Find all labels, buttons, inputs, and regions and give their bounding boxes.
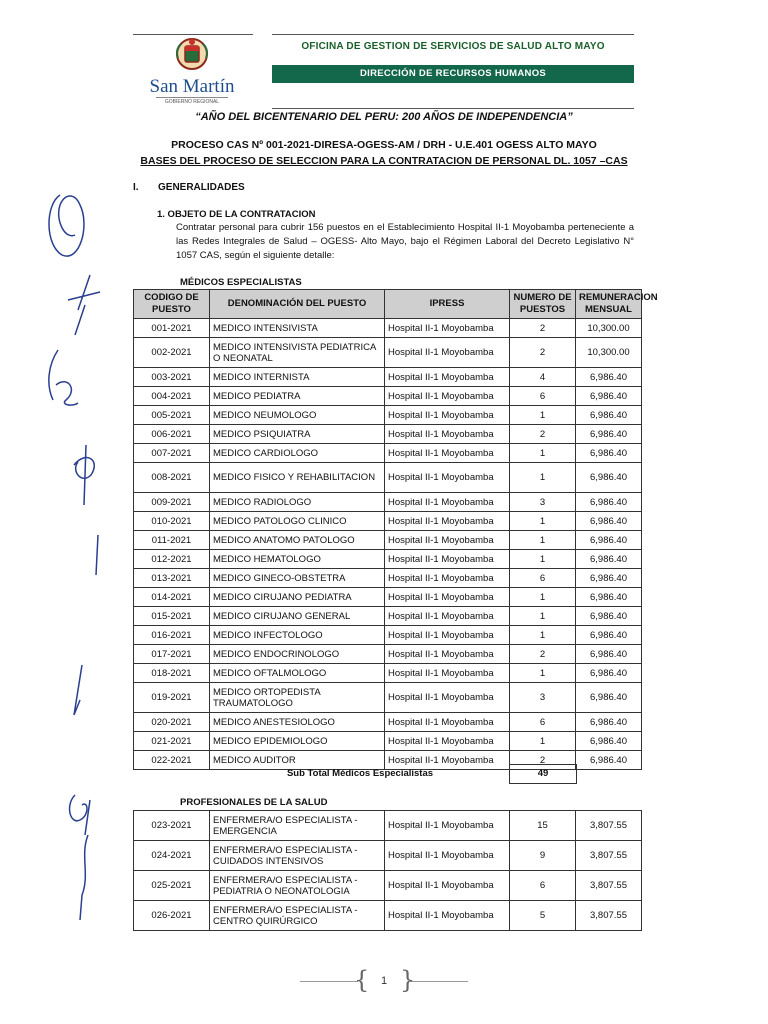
- cell-ipress: Hospital II-1 Moyobamba: [385, 871, 510, 901]
- cell-code: 025-2021: [134, 871, 210, 901]
- cell-pay: 10,300.00: [576, 319, 642, 338]
- cell-pay: 6,986.40: [576, 425, 642, 444]
- page-number: 1: [380, 975, 388, 987]
- footer-rule-left: [300, 981, 358, 982]
- cell-pay: 6,986.40: [576, 713, 642, 732]
- cell-count: 1: [510, 512, 576, 531]
- cell-count: 1: [510, 550, 576, 569]
- objective-text: Contratar personal para cubrir 156 puestos en el Establecimiento Hospital II-1 Moyobamba perteneciente a las Redes Integrales de Salud – OGESS- Alto Mayo, bajo el Régimen Laboral del Decreto Legislativo N° 1057 CAS, según el siguiente detalle:: [176, 222, 634, 261]
- cell-pay: 6,986.40: [576, 368, 642, 387]
- cell-pay: 6,986.40: [576, 751, 642, 770]
- cell-pay: 6,986.40: [576, 463, 642, 493]
- cell-name: MEDICO GINECO-OBSTETRA: [210, 569, 385, 588]
- cell-pay: 6,986.40: [576, 645, 642, 664]
- year-motto: “AÑO DEL BICENTENARIO DEL PERU: 200 AÑOS DE INDEPENDENCIA”: [195, 111, 573, 123]
- cell-pay: 6,986.40: [576, 607, 642, 626]
- group-title-profesionales: PROFESIONALES DE LA SALUD: [180, 797, 328, 808]
- cell-name: MEDICO INTENSIVISTA PEDIATRICA O NEONATAL: [210, 338, 385, 368]
- cell-name: MEDICO ANESTESIOLOGO: [210, 713, 385, 732]
- footer-rule-right: [410, 981, 468, 982]
- cell-ipress: Hospital II-1 Moyobamba: [385, 732, 510, 751]
- cell-name: MEDICO ANATOMO PATOLOGO: [210, 531, 385, 550]
- table-row: [134, 683, 642, 713]
- cell-name: MEDICO RADIOLOGO: [210, 493, 385, 512]
- group-title-medicos: MÉDICOS ESPECIALISTAS: [180, 277, 302, 288]
- cell-name: MEDICO INTENSIVISTA: [210, 319, 385, 338]
- directorate-banner: DIRECCIÓN DE RECURSOS HUMANOS: [272, 65, 634, 83]
- table-row: [134, 645, 642, 664]
- cell-pay: 6,986.40: [576, 664, 642, 683]
- cell-count: 5: [510, 901, 576, 931]
- cell-code: 002-2021: [134, 338, 210, 368]
- cell-pay: 6,986.40: [576, 493, 642, 512]
- cell-count: 2: [510, 319, 576, 338]
- table-row: [134, 732, 642, 751]
- logo-name: San Martín: [149, 76, 235, 97]
- left-brace-icon: {: [354, 966, 370, 994]
- cell-pay: 3,807.55: [576, 811, 642, 841]
- cell-name: MEDICO ORTOPEDISTA TRAUMATOLOGO: [210, 683, 385, 713]
- cell-count: 2: [510, 425, 576, 444]
- cell-name: MEDICO CIRUJANO GENERAL: [210, 607, 385, 626]
- cell-count: 3: [510, 683, 576, 713]
- cell-name: MEDICO HEMATOLOGO: [210, 550, 385, 569]
- subtotal-label: Sub Total Médicos Especialistas: [286, 768, 434, 779]
- cell-ipress: Hospital II-1 Moyobamba: [385, 664, 510, 683]
- cell-code: 026-2021: [134, 901, 210, 931]
- cell-ipress: Hospital II-1 Moyobamba: [385, 550, 510, 569]
- table-row: [134, 588, 642, 607]
- cell-code: 006-2021: [134, 425, 210, 444]
- coat-of-arms-icon: [172, 36, 212, 72]
- cell-pay: 6,986.40: [576, 626, 642, 645]
- table-row: [134, 713, 642, 732]
- cell-name: ENFERMERA/O ESPECIALISTA - EMERGENCIA: [210, 811, 385, 841]
- cell-name: ENFERMERA/O ESPECIALISTA - CUIDADOS INTENSIVOS: [210, 841, 385, 871]
- cell-code: 021-2021: [134, 732, 210, 751]
- cell-pay: 3,807.55: [576, 871, 642, 901]
- cell-pay: 6,986.40: [576, 444, 642, 463]
- cell-ipress: Hospital II-1 Moyobamba: [385, 368, 510, 387]
- table-row: [134, 319, 642, 338]
- profesionales-table: [133, 810, 642, 931]
- cell-code: 011-2021: [134, 531, 210, 550]
- cell-code: 003-2021: [134, 368, 210, 387]
- col-header-pay: REMUNERACION MENSUAL: [576, 290, 642, 319]
- cell-pay: 6,986.40: [576, 588, 642, 607]
- cell-name: ENFERMERA/O ESPECIALISTA - PEDIATRIA O NEONATOLOGIA: [210, 871, 385, 901]
- cell-ipress: Hospital II-1 Moyobamba: [385, 512, 510, 531]
- cell-code: 017-2021: [134, 645, 210, 664]
- signature-mark-2: [60, 270, 110, 340]
- cell-ipress: Hospital II-1 Moyobamba: [385, 841, 510, 871]
- cell-count: 1: [510, 444, 576, 463]
- table-row: [134, 512, 642, 531]
- cell-name: MEDICO ENDOCRINOLOGO: [210, 645, 385, 664]
- table-row: [134, 368, 642, 387]
- cell-count: 2: [510, 338, 576, 368]
- cell-name: MEDICO FISICO Y REHABILITACION: [210, 463, 385, 493]
- table-row: [134, 841, 642, 871]
- table-row: [134, 901, 642, 931]
- cell-code: 004-2021: [134, 387, 210, 406]
- col-header-name: DENOMINACIÓN DEL PUESTO: [210, 290, 385, 319]
- right-brace-icon: }: [400, 966, 416, 994]
- cell-code: 008-2021: [134, 463, 210, 493]
- cell-code: 001-2021: [134, 319, 210, 338]
- objective-title: 1. OBJETO DE LA CONTRATACION: [157, 209, 316, 220]
- table-row: [134, 463, 642, 493]
- cell-ipress: Hospital II-1 Moyobamba: [385, 901, 510, 931]
- medicos-table: [133, 289, 658, 770]
- cell-count: 3: [510, 493, 576, 512]
- cell-pay: 6,986.40: [576, 732, 642, 751]
- cell-ipress: Hospital II-1 Moyobamba: [385, 811, 510, 841]
- cell-name: MEDICO EPIDEMIOLOGO: [210, 732, 385, 751]
- header-top-rule: [272, 34, 634, 35]
- cell-code: 005-2021: [134, 406, 210, 425]
- table-row: [134, 811, 642, 841]
- table-row: [134, 871, 642, 901]
- cell-code: 012-2021: [134, 550, 210, 569]
- cell-name: MEDICO NEUMOLOGO: [210, 406, 385, 425]
- cell-name: MEDICO OFTALMOLOGO: [210, 664, 385, 683]
- signature-mark-4: [66, 440, 106, 510]
- signature-mark-6: [64, 660, 94, 720]
- cell-count: 1: [510, 607, 576, 626]
- cell-ipress: Hospital II-1 Moyobamba: [385, 387, 510, 406]
- cell-name: MEDICO INFECTOLOGO: [210, 626, 385, 645]
- cell-pay: 6,986.40: [576, 683, 642, 713]
- cell-code: 022-2021: [134, 751, 210, 770]
- table-row: [134, 607, 642, 626]
- cell-name: MEDICO PATOLOGO CLINICO: [210, 512, 385, 531]
- signature-mark-5: [88, 530, 108, 580]
- cell-pay: 3,807.55: [576, 901, 642, 931]
- cell-pay: 6,986.40: [576, 531, 642, 550]
- cell-count: 4: [510, 368, 576, 387]
- cell-ipress: Hospital II-1 Moyobamba: [385, 751, 510, 770]
- cell-ipress: Hospital II-1 Moyobamba: [385, 406, 510, 425]
- cell-ipress: Hospital II-1 Moyobamba: [385, 531, 510, 550]
- table-row: [134, 626, 642, 645]
- table-row: [134, 444, 642, 463]
- signature-mark-1: [40, 185, 100, 265]
- cell-count: 1: [510, 531, 576, 550]
- col-header-ipress: IPRESS: [385, 290, 510, 319]
- cell-code: 024-2021: [134, 841, 210, 871]
- cell-code: 020-2021: [134, 713, 210, 732]
- cell-count: 2: [510, 751, 576, 770]
- logo-top-rule: [133, 34, 253, 35]
- cell-code: 009-2021: [134, 493, 210, 512]
- logo-subtitle: GOBIERNO REGIONAL: [156, 97, 228, 105]
- cell-count: 6: [510, 387, 576, 406]
- cell-code: 014-2021: [134, 588, 210, 607]
- cell-ipress: Hospital II-1 Moyobamba: [385, 626, 510, 645]
- cell-code: 018-2021: [134, 664, 210, 683]
- cell-code: 007-2021: [134, 444, 210, 463]
- cell-code: 023-2021: [134, 811, 210, 841]
- table-row: [134, 338, 642, 368]
- cell-ipress: Hospital II-1 Moyobamba: [385, 319, 510, 338]
- cell-ipress: Hospital II-1 Moyobamba: [385, 425, 510, 444]
- process-subtitle: BASES DEL PROCESO DE SELECCION PARA LA CONTRATACION DE PERSONAL DL. 1057 –CAS: [140, 155, 628, 167]
- cell-name: MEDICO CARDIOLOGO: [210, 444, 385, 463]
- cell-code: 013-2021: [134, 569, 210, 588]
- cell-code: 015-2021: [134, 607, 210, 626]
- cell-count: 1: [510, 664, 576, 683]
- cell-count: 1: [510, 463, 576, 493]
- cell-ipress: Hospital II-1 Moyobamba: [385, 683, 510, 713]
- cell-name: MEDICO PSIQUIATRA: [210, 425, 385, 444]
- cell-ipress: Hospital II-1 Moyobamba: [385, 569, 510, 588]
- cell-count: 1: [510, 732, 576, 751]
- table-row: [134, 425, 642, 444]
- signature-mark-7: [60, 785, 110, 925]
- table-row: [134, 664, 642, 683]
- office-title: OFICINA DE GESTION DE SERVICIOS DE SALUD ALTO MAYO: [301, 41, 605, 52]
- cell-ipress: Hospital II-1 Moyobamba: [385, 463, 510, 493]
- cell-count: 6: [510, 569, 576, 588]
- san-martin-logo: [140, 36, 244, 106]
- cell-count: 1: [510, 588, 576, 607]
- cell-name: MEDICO INTERNISTA: [210, 368, 385, 387]
- cell-ipress: Hospital II-1 Moyobamba: [385, 588, 510, 607]
- cell-ipress: Hospital II-1 Moyobamba: [385, 338, 510, 368]
- cell-name: MEDICO PEDIATRA: [210, 387, 385, 406]
- cell-ipress: Hospital II-1 Moyobamba: [385, 607, 510, 626]
- col-header-count: NUMERO DE PUESTOS: [510, 290, 576, 319]
- cell-pay: 10,300.00: [576, 338, 642, 368]
- cell-ipress: Hospital II-1 Moyobamba: [385, 645, 510, 664]
- cell-code: 016-2021: [134, 626, 210, 645]
- cell-code: 019-2021: [134, 683, 210, 713]
- cell-pay: 6,986.40: [576, 387, 642, 406]
- section-title: GENERALIDADES: [158, 182, 245, 193]
- cell-pay: 3,807.55: [576, 841, 642, 871]
- cell-count: 15: [510, 811, 576, 841]
- cell-pay: 6,986.40: [576, 512, 642, 531]
- cell-code: 010-2021: [134, 512, 210, 531]
- cell-count: 1: [510, 406, 576, 425]
- cell-ipress: Hospital II-1 Moyobamba: [385, 444, 510, 463]
- cell-name: MEDICO AUDITOR: [210, 751, 385, 770]
- cell-name: ENFERMERA/O ESPECIALISTA - CENTRO QUIRÚRGICO: [210, 901, 385, 931]
- table-row: [134, 550, 642, 569]
- table-row: [134, 531, 642, 550]
- section-number: I.: [133, 182, 139, 193]
- process-title: PROCESO CAS Nº 001-2021-DIRESA-OGESS-AM / DRH - U.E.401 OGESS ALTO MAYO: [171, 139, 597, 151]
- cell-ipress: Hospital II-1 Moyobamba: [385, 493, 510, 512]
- header-bottom-rule: [272, 108, 634, 109]
- table-row: [134, 569, 642, 588]
- table-row: [134, 493, 642, 512]
- table-row: [134, 387, 642, 406]
- cell-name: MEDICO CIRUJANO PEDIATRA: [210, 588, 385, 607]
- col-header-code: CODIGO DE PUESTO: [134, 290, 210, 319]
- cell-pay: 6,986.40: [576, 406, 642, 425]
- cell-count: 2: [510, 645, 576, 664]
- cell-pay: 6,986.40: [576, 569, 642, 588]
- subtotal-value: 49: [509, 764, 577, 784]
- table-row: [134, 406, 642, 425]
- cell-ipress: Hospital II-1 Moyobamba: [385, 713, 510, 732]
- cell-count: 1: [510, 626, 576, 645]
- cell-pay: 6,986.40: [576, 550, 642, 569]
- cell-count: 6: [510, 713, 576, 732]
- cell-count: 6: [510, 871, 576, 901]
- cell-count: 9: [510, 841, 576, 871]
- signature-mark-3: [38, 345, 88, 415]
